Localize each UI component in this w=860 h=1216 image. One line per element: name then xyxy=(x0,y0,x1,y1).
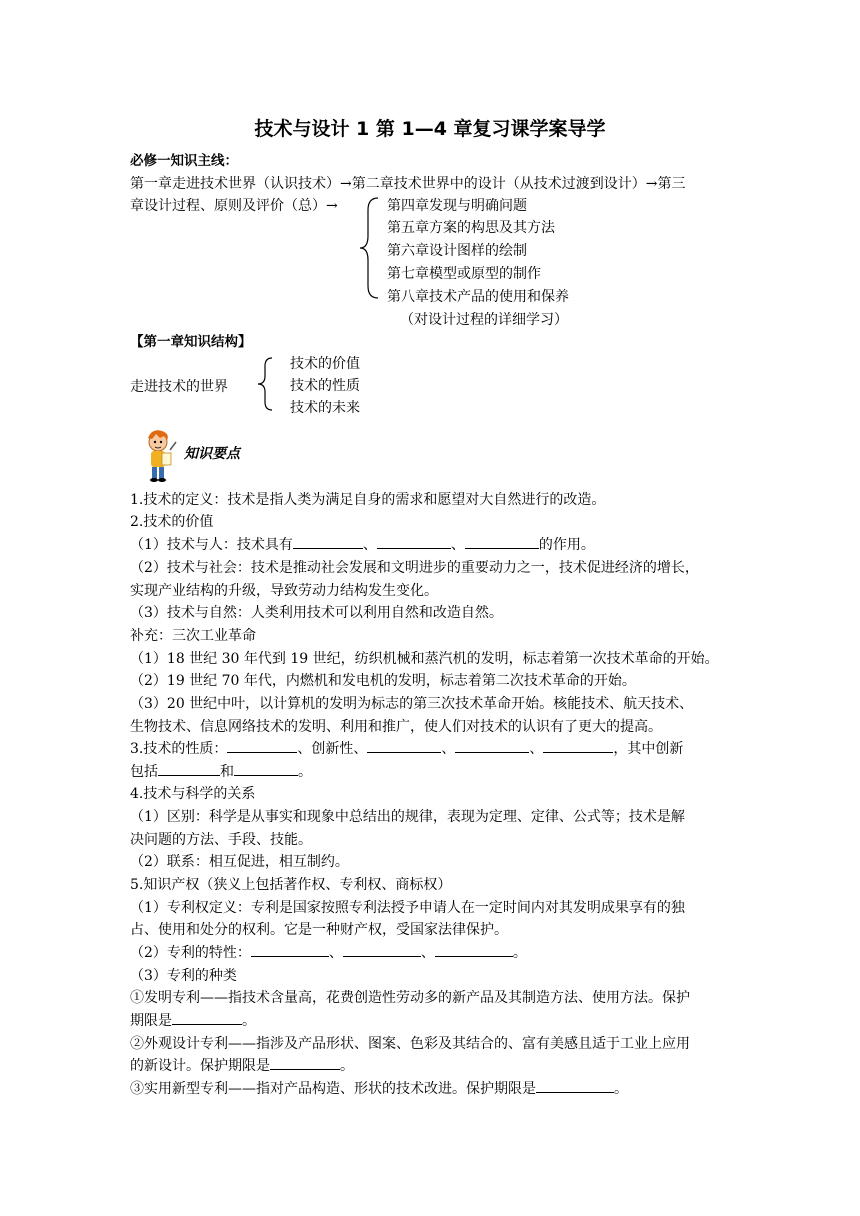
text-line: 决问题的方法、手段、技能。 xyxy=(130,832,312,848)
chapter-item: 第四章发现与明确问题 xyxy=(387,198,527,214)
fill-blank[interactable] xyxy=(465,534,539,549)
fill-blank[interactable] xyxy=(227,738,297,753)
mascot-icon xyxy=(140,428,182,484)
text-line: 5.知识产权（狭义上包括著作权、专利权、商标权） xyxy=(130,877,452,893)
text-line: （2）联系：相互促进，相互制约。 xyxy=(130,854,349,870)
fill-blank[interactable] xyxy=(293,534,363,549)
fill-blank[interactable] xyxy=(435,942,513,957)
text-line: （1）专利权定义：专利是国家按照专利法授予申请人在一定时间内对其发明成果享有的独 xyxy=(130,900,685,916)
text-line: （2）专利的特性： 、 、 。 xyxy=(130,942,527,964)
text-line: （1）18 世纪 30 年代到 19 世纪，纺织机械和蒸汽机的发明，标志着第一次技术革命的开始。 xyxy=(130,651,719,667)
text-line: 期限是 。 xyxy=(130,1010,256,1032)
document-title: 技术与设计 1 第 1—4 章复习课学案导学 xyxy=(254,118,606,140)
fill-blank[interactable] xyxy=(367,738,441,753)
chapter-item: 第七章模型或原型的制作 xyxy=(387,266,541,282)
left-brace-icon xyxy=(358,196,382,300)
ch1-heading: 【第一章知识结构】 xyxy=(130,334,252,350)
text-line: 4.技术与科学的关系 xyxy=(130,786,256,802)
text-line: ①发明专利——指技术含量高，花费创造性劳动多的新产品及其制造方法、使用方法。保护 xyxy=(130,990,690,1006)
fill-blank[interactable] xyxy=(343,942,421,957)
fill-blank[interactable] xyxy=(251,942,329,957)
text-line: （2）19 世纪 70 年代，内燃机和发电机的发明，标志着第二次技术革命的开始。 xyxy=(130,673,636,689)
text-line: 占、使用和处分的权利。它是一种财产权，受国家法律保护。 xyxy=(130,922,508,938)
text-line: ③实用新型专利——指对产品构造、形状的技术改进。保护期限是 。 xyxy=(130,1078,628,1100)
text-line: ②外观设计专利——指涉及产品形状、图案、色彩及其结合的、富有美感且适于工业上应用 xyxy=(130,1036,690,1052)
fill-blank[interactable] xyxy=(536,1078,614,1093)
chapter-item: 第五章方案的构思及其方法 xyxy=(387,220,555,236)
chapter-item: 第八章技术产品的使用和保养 xyxy=(387,289,569,305)
left-brace-icon xyxy=(256,356,276,412)
ch1-branch: 技术的未来 xyxy=(290,400,360,416)
ch1-branch: 技术的性质 xyxy=(290,378,360,394)
fill-blank[interactable] xyxy=(543,738,613,753)
fill-blank[interactable] xyxy=(455,738,529,753)
mainline-heading: 必修一知识主线： xyxy=(130,153,238,169)
text-line: （3）技术与自然：人类利用技术可以利用自然和改造自然。 xyxy=(130,605,503,621)
chapter-item: 第六章设计图样的绘制 xyxy=(387,243,527,259)
chapters-note: （对设计过程的详细学习） xyxy=(400,312,568,328)
ch1-branch: 技术的价值 xyxy=(290,356,360,372)
fill-blank[interactable] xyxy=(172,1010,242,1025)
key-points-label: 知识要点 xyxy=(184,446,240,462)
text-line: 的新设计。保护期限是 。 xyxy=(130,1055,354,1077)
mainline-text: 第一章走进技术世界（认识技术）→第二章技术世界中的设计（从技术过渡到设计）→第三 xyxy=(130,176,686,192)
text-line: （2）技术与社会：技术是推动社会发展和文明进步的重要动力之一，技术促进经济的增长， xyxy=(130,560,699,576)
text-line: 1.技术的定义：技术是指人类为满足自身的需求和愿望对大自然进行的改造。 xyxy=(130,492,606,508)
text-line: （3）20 世纪中叶，以计算机的发明为标志的第三次技术革命开始。核能技术、航天技术、 xyxy=(130,696,694,712)
text-line: 实现产业结构的升级，导致劳动力结构发生变化。 xyxy=(130,583,438,599)
text-line: 包括 和 。 xyxy=(130,761,312,783)
fill-blank[interactable] xyxy=(234,761,298,776)
text-line: （1）区别：科学是从事实和现象中总结出的规律，表现为定理、定律、公式等；技术是解 xyxy=(130,809,685,825)
fill-blank[interactable] xyxy=(158,761,220,776)
mainline-text: 章设计过程、原则及评价（总）→ xyxy=(130,198,338,214)
fill-blank[interactable] xyxy=(377,534,451,549)
text-line: 2.技术的价值 xyxy=(130,514,214,530)
text-line: 3.技术的性质： 、创新性、 、 、 ，其中创新 xyxy=(130,738,683,760)
text-line: 生物技术、信息网络技术的发明、利用和推广，使人们对技术的认识有了更大的提高。 xyxy=(130,719,662,735)
fill-blank[interactable] xyxy=(270,1055,340,1070)
text-line: 补充：三次工业革命 xyxy=(130,628,256,644)
text-line: （3）专利的种类 xyxy=(130,968,237,984)
text-line: （1）技术与人：技术具有 、 、 的作用。 xyxy=(130,534,595,556)
ch1-root: 走进技术的世界 xyxy=(130,379,228,395)
